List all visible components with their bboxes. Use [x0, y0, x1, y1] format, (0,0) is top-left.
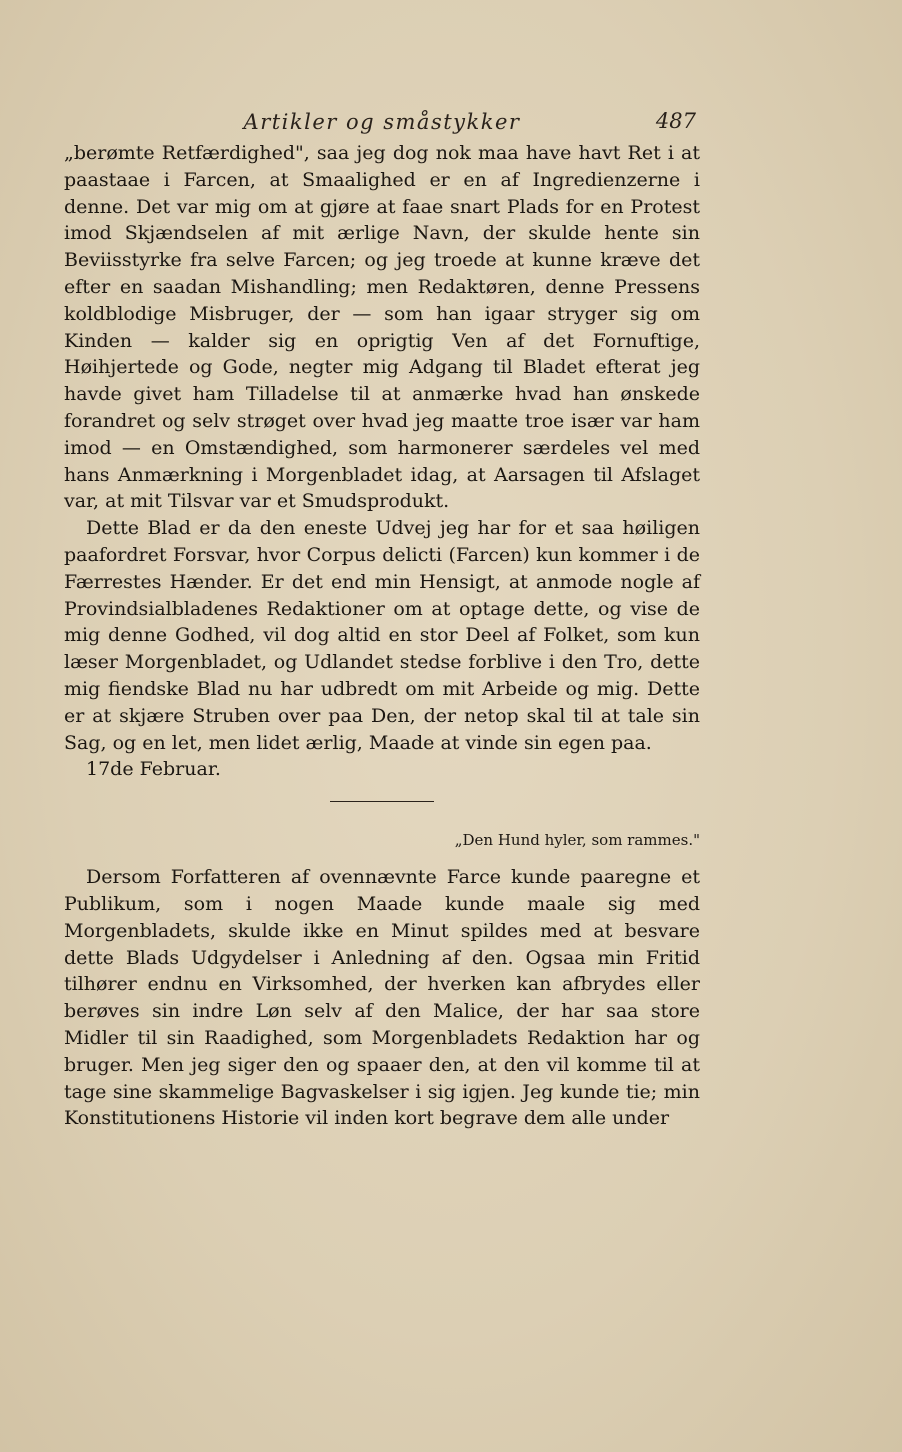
section-divider [330, 801, 434, 802]
paragraph: Dette Blad er da den eneste Udvej jeg har for et saa høiligen paafordret Forsvar, hvor Corpus delicti (Farcen) kun kommer i de Færrestes Hænder. Er det end min Hensigt, at anmode nogle af Provindsialbladenes Redaktioner om at optage dette, og vise de mig denne Godhed, vil dog altid en stor Deel af Folket, som kun læser Morgenbladet, og Udlandet stedse forblive i den Tro, dette mig fiendske Blad nu har udbredt om mit Arbeide og mig. Dette er at skjære Struben over paa Den, der netop skal til at tale sin Sag, og en let, men lidet ærlig, Maade at vinde sin egen paa. [64, 517, 700, 754]
motto: „Den Hund hyler, som rammes." [454, 831, 700, 850]
date-line: 17de Februar. [86, 758, 221, 781]
paragraph-continued: „berømte Retfærdighed", saa jeg dog nok maa have havt Ret i at paastaae i Farcen, at Smaalighed er en af Ingredienzerne i denne. Det var mig om at gjøre at faae snart Plads for en Protest imod Skjændselen af mit ærlige Navn, der skulde hente sin Beviisstyrke fra selve Farcen; og jeg troede at kunne kræve det efter en saadan Mishandling; men Redaktøren, denne Pressens koldblodige Misbruger, der — som han igaar stryger sig om Kinden — kalder sig en oprigtig Ven af det Fornuftige, Høihjertede og Gode, negter mig Adgang til Bladet efterat jeg havde givet ham Tilladelse til at anmærke hvad han ønskede forandret og selv strøget over hvad jeg maatte troe især var ham imod — en Omstændighed, som harmonerer særdeles vel med hans Anmærkning i Morgenbladet idag, at Aarsagen til Afslaget var, at mit Tilsvar var et Smudsprodukt. [64, 142, 700, 513]
paragraph: Dersom Forfatteren af ovennævnte Farce kunde paaregne et Publikum, som i nogen Maade kunde maale sig med Morgenbladets, skulde ikke en Minut spildes med at besvare dette Blads Udgydelser i Anledning af den. Ogsaa min Fritid tilhører endnu en Virksomhed, der hverken kan afbrydes eller berøves sin indre Løn selv af den Malice, der har saa store Midler til sin Raadighed, som Morgenbladets Redaktion har og bruger. Men jeg siger den og spaaer den, at den vil komme til at tage sine skammelige Bagvaskelser i sig igjen. Jeg kunde tie; min Konstitutionens Historie vil inden kort begrave dem alle under [64, 866, 700, 1130]
second-section [64, 864, 700, 1132]
book-page [64, 100, 700, 1132]
running-head [64, 100, 700, 140]
running-title: Artikler og småstykker [243, 110, 521, 134]
page-number: 487 [655, 109, 696, 133]
first-section [64, 140, 700, 783]
